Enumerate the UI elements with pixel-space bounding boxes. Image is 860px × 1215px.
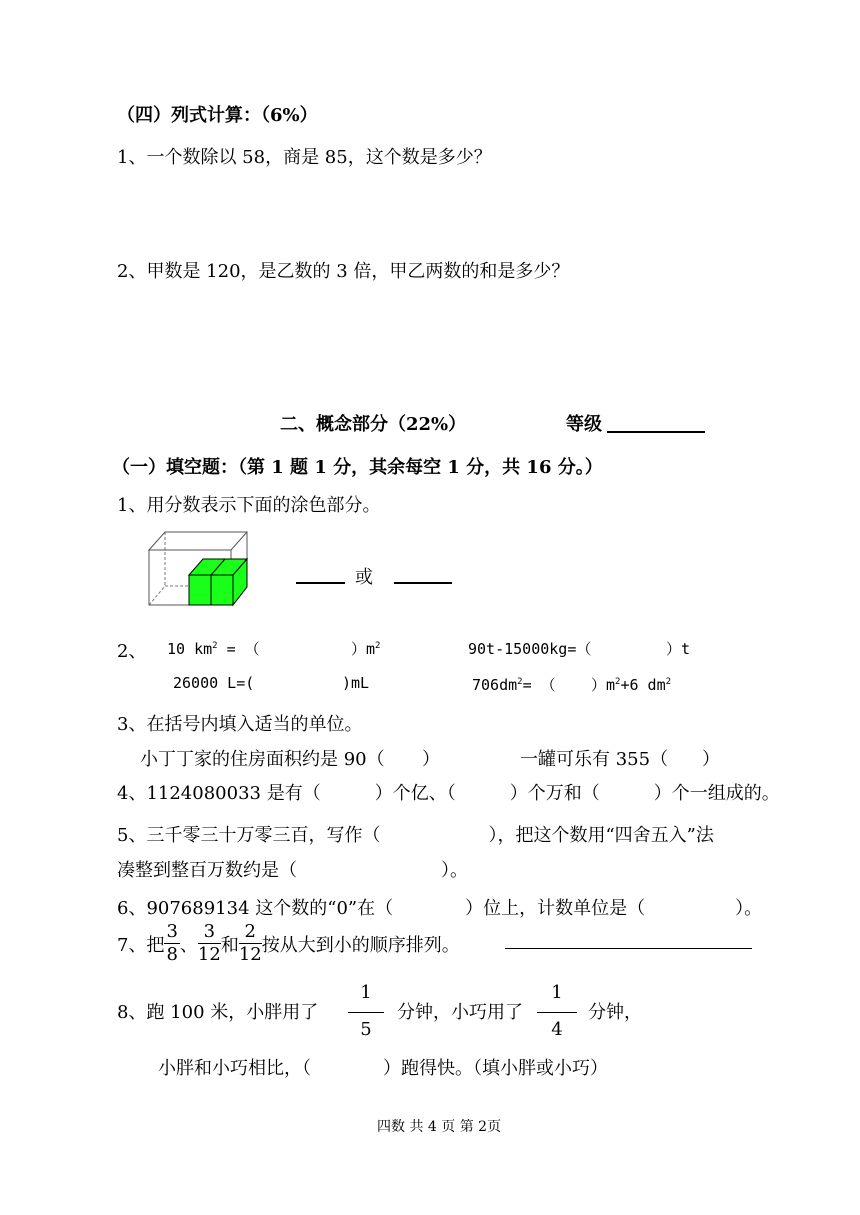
conversion-t-unit: ）t [666, 640, 691, 658]
fill-question-3-area-close: ） [422, 749, 440, 770]
fill-question-1: 1、用分数表示下面的涂色部分。 [117, 495, 381, 516]
conversion-dm2: $706dm^2=$ （ [472, 676, 556, 694]
fill-heading: （一）填空题：（第 1 题 1 分，其余每空 1 分，共 16 分。） [112, 457, 603, 478]
fill-question-5-line-1: 5、三千零三十万零三百，写作（ ），把这个数用“四舍五入”法 [117, 825, 714, 846]
fill-question-6: 6、907689134 这个数的“0”在（ ）位上，计数单位是（ ）。 [117, 898, 763, 919]
calc-question-2: 2、甲数是 120，是乙数的 3 倍，甲乙两数的和是多少？ [117, 261, 570, 282]
fill-question-8-start: 8、跑 100 米，小胖用了 [117, 1002, 319, 1023]
conversion-ml-unit: )mL [342, 674, 370, 692]
shaded-cuboid-figure [145, 528, 251, 610]
fraction-answer-blank-1[interactable] [296, 582, 345, 584]
fill-question-3-area: 小丁丁家的住房面积约是 90（ [140, 749, 385, 770]
or-label: 或 [355, 567, 373, 588]
conversion-km2-to-m2: 10 $km^2$ = （ [167, 640, 260, 658]
fill-question-8-mid: 分钟，小巧用了 [397, 1002, 523, 1023]
fill-question-4: 4、1124080033 是有（ ）个亿、（ ）个万和（ ）个一组成的。 [117, 783, 780, 804]
grade-label: 等级 [566, 414, 602, 435]
fill-question-7: 7、把 $\frac{3}{8}$ 、 $\frac{3}{12}$ 和 $\frac{2}{12}$ 按从大到小的顺序排列。 [117, 921, 460, 965]
section-concept-heading: 二、概念部分（22%） [280, 414, 467, 435]
conversion-t-kg: 90t-15000kg=（ [468, 640, 592, 658]
grade-blank[interactable] [607, 431, 705, 433]
conversion-km2-unit: ）$m^2$ [351, 640, 381, 658]
conversion-l-ml: 26000 L=( [173, 674, 255, 692]
ordering-answer-blank[interactable] [505, 948, 752, 949]
fill-question-8-end: 分钟， [588, 1002, 642, 1023]
fill-question-5-line-2: 凑整到整百万数约是（ ）。 [117, 860, 468, 881]
section-calc-heading: （四）列式计算：（6%） [117, 105, 318, 126]
fill-question-3-cola: 一罐可乐有 355（ [520, 749, 669, 770]
fraction-3-8: $\frac{3}{8}$ [166, 921, 178, 965]
fill-question-8-line-2: 小胖和小巧相比，（ ）跑得快。（填小胖或小巧） [158, 1058, 608, 1079]
fraction-3-12: $\frac{3}{12}$ [197, 921, 221, 965]
fill-question-2-number: 2、 [117, 641, 147, 662]
fraction-answer-blank-2[interactable] [394, 582, 452, 584]
fraction-1-5: 1 5 [348, 984, 384, 1039]
page-footer: 四数 共 4 页 第 2页 [377, 1119, 502, 1135]
fraction-1-4: 1 4 [537, 984, 577, 1039]
fraction-2-12: $\frac{2}{12}$ [238, 921, 262, 965]
fill-question-3: 3、在括号内填入适当的单位。 [117, 714, 363, 735]
calc-question-1: 1、一个数除以 58，商是 85，这个数是多少？ [117, 147, 492, 168]
fill-question-3-cola-close: ） [702, 749, 720, 770]
conversion-dm2-units: ）$m^2+6$ $dm^2$ [591, 676, 672, 694]
